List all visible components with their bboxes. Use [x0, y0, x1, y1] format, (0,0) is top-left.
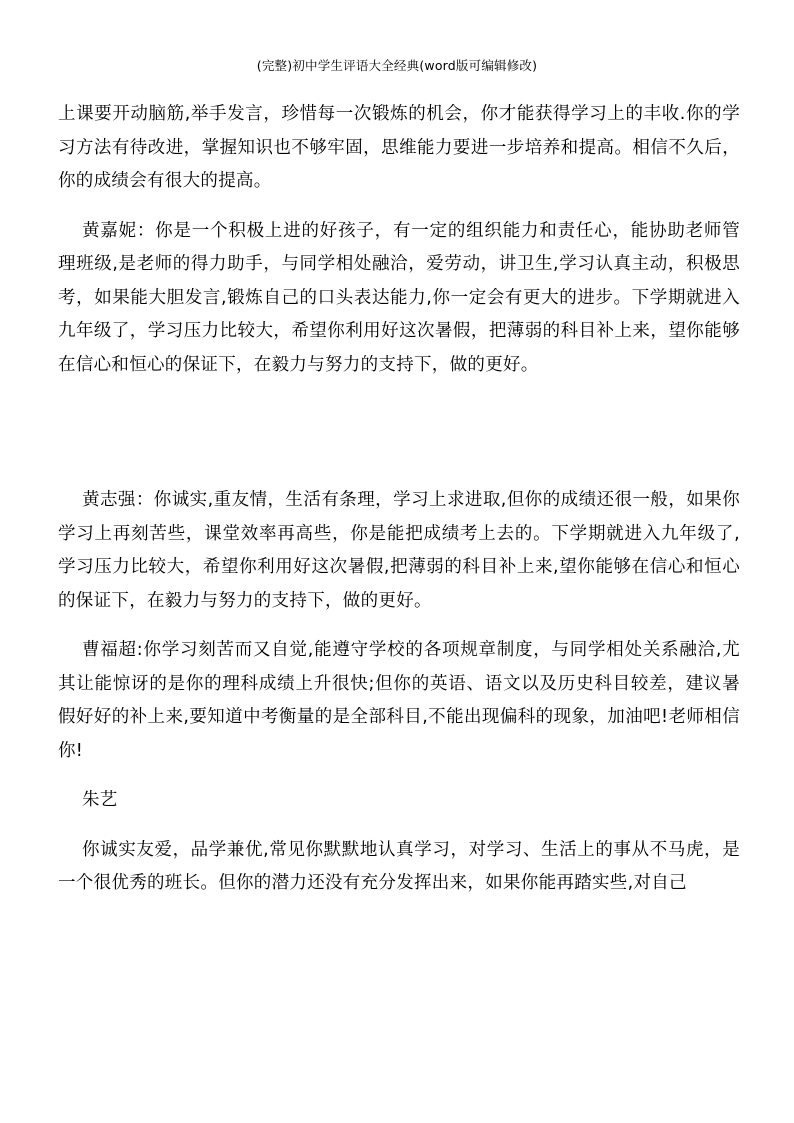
paragraph-zhu-yi: 你诚实友爱，品学兼优,常见你默默地认真学习，对学习、生活上的事从不马虎，是一个很优秀的班长。但你的潜力还没有充分发挥出来，如果你能再踏实些,对自己 — [58, 839, 740, 893]
paragraph-continuation: 上课要开动脑筋,举手发言，珍惜每一次锻炼的机会，你才能获得学习上的丰收.你的学习方法有待改进，掌握知识也不够牢固，思维能力要进一步培养和提高。相信不久后，你的成绩会有很大的提高。 — [58, 104, 740, 191]
paragraph-huang-zhiqiang: 黄志强：你诚实,重友情，生活有条理，学习上求进取,但你的成绩还很一般，如果你学习上再刻苦些，课堂效率再高些，你是能把成绩考上去的。下学期就进入九年级了,学习压力比较大，希望你利用好这次暑假,把薄弱的科目补上来,望你能够在信心和恒心的保证下，在毅力与努力的支持下，做的更好。 — [58, 490, 740, 611]
student-name-zhu-yi: 朱艺 — [82, 790, 118, 810]
document-body — [58, 98, 740, 901]
page-header: (完整)初中学生评语大全经典(word版可编辑修改) — [256, 58, 538, 73]
paragraph-huang-jiani: 黄嘉妮：你是一个积极上进的好孩子，有一定的组织能力和责任心，能协助老师管理班级,是老师的得力助手，与同学相处融洽，爱劳动，讲卫生,学习认真主动，积极思考，如果能大胆发言,锻炼自己的口头表达能力,你一定会有更大的进步。下学期就进入九年级了，学习压力比较大，希望你利用好这次暑假，把薄弱的科目补上来，望你能够在信心和恒心的保证下，在毅力与努力的支持下，做的更好。 — [58, 220, 740, 375]
paragraph-cao-fuchao: 曹福超:你学习刻苦而又自觉,能遵守学校的各项规章制度，与同学相处关系融洽,尤其让能惊讶的是你的理科成绩上升很快;但你的英语、语文以及历史科目较差，建议暑假好好的补上来,要知道中考衡量的是全部科目,不能出现偏科的现象，加油吧!老师相信你! — [58, 640, 740, 761]
